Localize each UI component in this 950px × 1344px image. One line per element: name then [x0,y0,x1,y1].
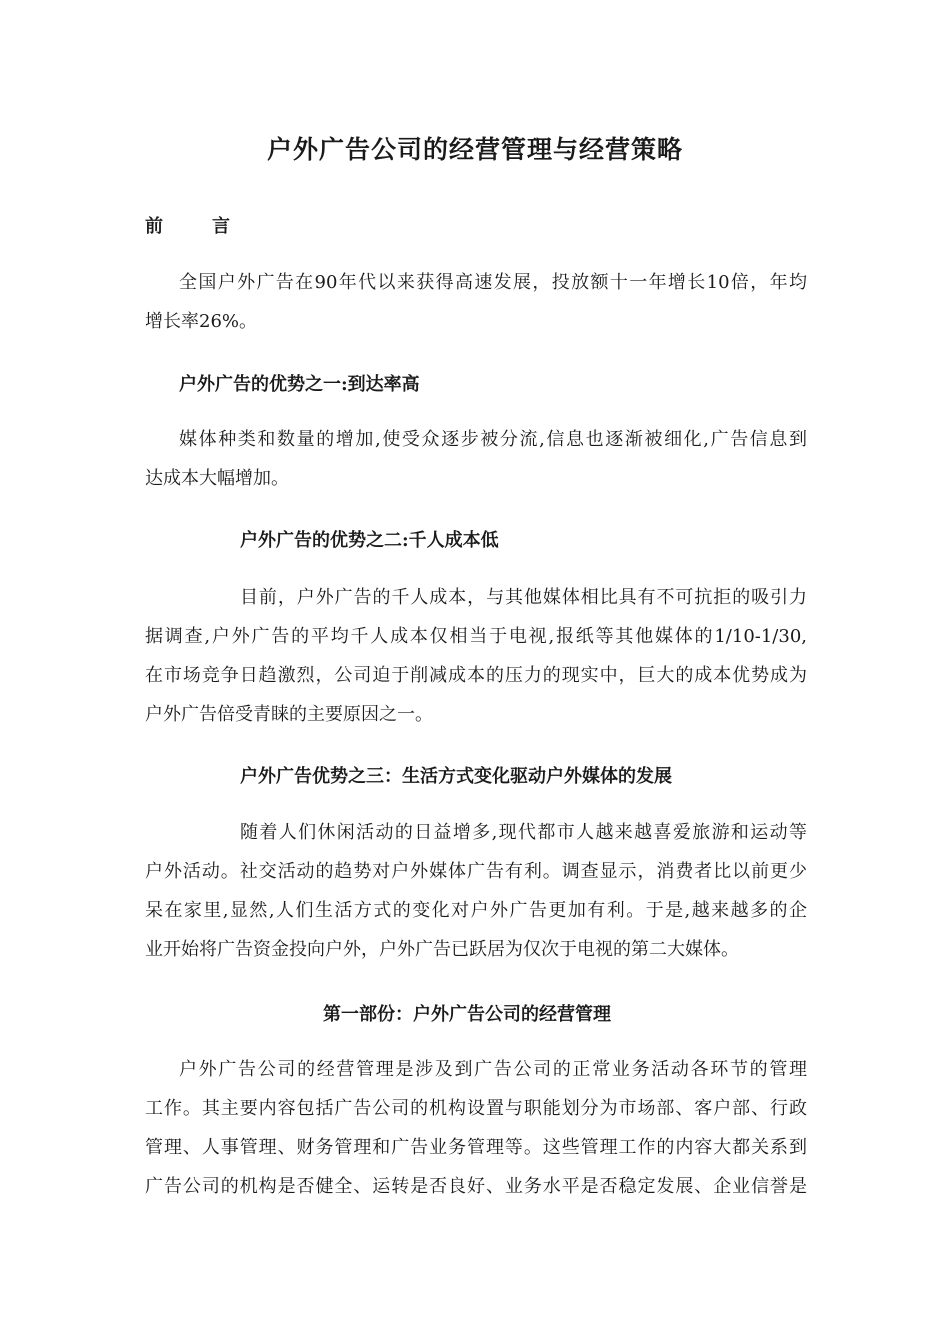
text-line: 目前，户外广告的千人成本，与其他媒体相比具有不可抗拒的吸引力 [240,587,807,608]
preface-heading-right: 言 [212,216,230,237]
text-line: 呆在家里,显然,人们生活方式的变化对户外广告更加有利。于是,越来越多的企 [145,900,807,921]
text-line: 管理、人事管理、财务管理和广告业务管理等。这些管理工作的内容大都关系到 [145,1137,807,1158]
body-paragraph [145,813,807,969]
text-line: 广告公司的机构是否健全、运转是否良好、业务水平是否稳定发展、企业信誉是 [145,1176,807,1197]
text-line: 达成本大幅增加。 [145,468,289,489]
part-heading: 第一部份：户外广告公司的经营管理 [323,1004,611,1025]
body-paragraph [145,1050,807,1206]
section-heading: 户外广告的优势之一:到达率高 [179,374,420,395]
text-line: 户外活动。社交活动的趋势对户外媒体广告有利。调查显示，消费者比以前更少 [145,861,807,882]
section-heading: 户外广告优势之三：生活方式变化驱动户外媒体的发展 [240,766,672,787]
text-line: 户外广告倍受青睐的主要原因之一。 [145,704,433,725]
document-title: 户外广告公司的经营管理与经营策略 [266,135,683,164]
text-line: 在市场竞争日趋激烈，公司迫于削减成本的压力的现实中，巨大的成本优势成为 [145,665,807,686]
text-line: 全国户外广告在90年代以来获得高速发展，投放额十一年增长10倍，年均 [179,272,807,293]
text-line: 增长率26%。 [145,311,258,332]
body-paragraph [145,578,807,734]
preface-heading-left: 前 [145,216,163,237]
text-line: 据调查,户外广告的平均千人成本仅相当于电视,报纸等其他媒体的1/10-1/30, [145,626,807,647]
text-line: 随着人们休闲活动的日益增多,现代都市人越来越喜爱旅游和运动等 [240,822,807,843]
text-line: 工作。其主要内容包括广告公司的机构设置与职能划分为市场部、客户部、行政 [145,1098,807,1119]
intro-paragraph [145,263,807,341]
text-line: 户外广告公司的经营管理是涉及到广告公司的正常业务活动各环节的管理 [179,1059,807,1080]
text-line: 业开始将广告资金投向户外，户外广告已跃居为仅次于电视的第二大媒体。 [145,939,739,960]
section-heading: 户外广告的优势之二:千人成本低 [240,530,499,551]
text-line: 媒体种类和数量的增加,使受众逐步被分流,信息也逐渐被细化,广告信息到 [179,429,807,450]
body-paragraph [145,420,807,498]
